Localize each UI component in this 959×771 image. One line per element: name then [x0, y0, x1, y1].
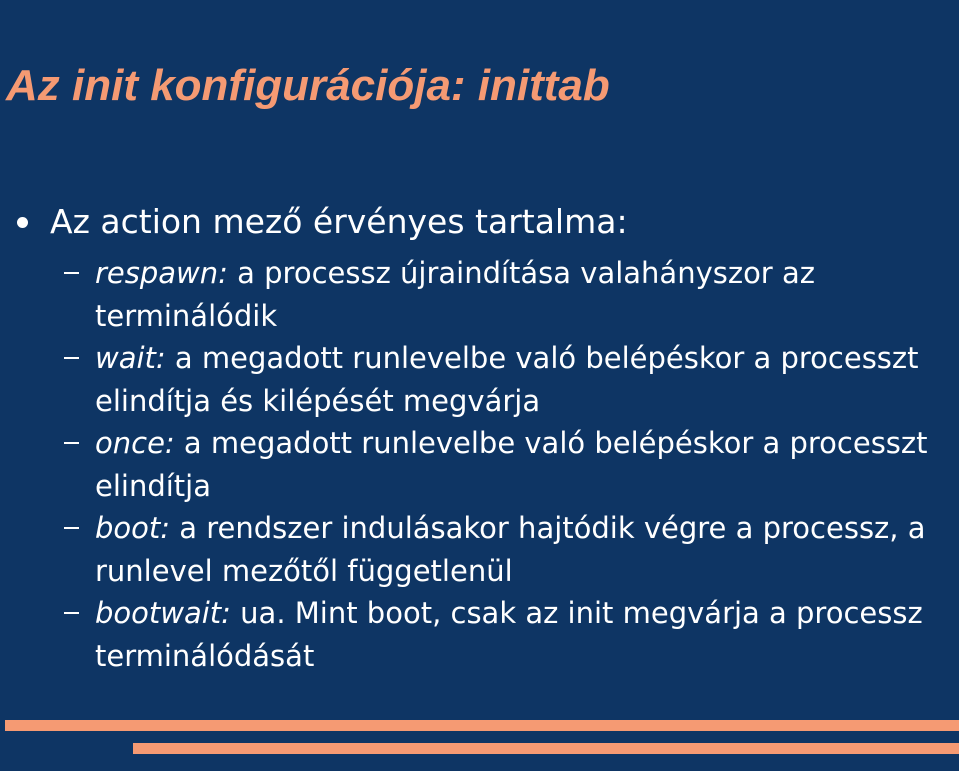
action-list: [0, 252, 959, 677]
main-bullet-text: Az action mező érvényes tartalma:: [50, 202, 628, 241]
action-item-respawn: [0, 252, 959, 337]
action-description: a megadott runlevelbe való belépéskor a processzt elindítja: [95, 426, 928, 503]
dash-icon: [64, 612, 79, 614]
slide-title: Az init konfigurációja: inittab: [6, 61, 610, 110]
action-description: ua. Mint boot, csak az init megvárja a processz terminálódását: [95, 596, 923, 673]
dash-icon: [64, 527, 79, 529]
action-term: respawn:: [95, 256, 228, 290]
bullet-dot-icon: [17, 217, 28, 228]
action-term: bootwait:: [95, 596, 231, 630]
action-item-wait: [0, 337, 959, 422]
decorative-bar-top: [5, 720, 959, 731]
action-description: a processz újraindítása valahányszor az terminálódik: [95, 256, 815, 333]
dash-icon: [64, 272, 79, 274]
action-item-bootwait: [0, 592, 959, 677]
decorative-bar-bottom: [133, 743, 959, 754]
action-term: once:: [95, 426, 175, 460]
action-item-once: [0, 422, 959, 507]
action-description: a megadott runlevelbe való belépéskor a processzt elindítja és kilépését megvárja: [95, 341, 919, 418]
slide-content: [0, 200, 959, 677]
action-description: a rendszer indulásakor hajtódik végre a processz, a runlevel mezőtől függetlenül: [95, 511, 926, 588]
main-bullet: [0, 200, 959, 252]
dash-icon: [64, 442, 79, 444]
action-item-boot: [0, 507, 959, 592]
dash-icon: [64, 357, 79, 359]
action-term: wait:: [95, 341, 166, 375]
action-term: boot:: [95, 511, 171, 545]
